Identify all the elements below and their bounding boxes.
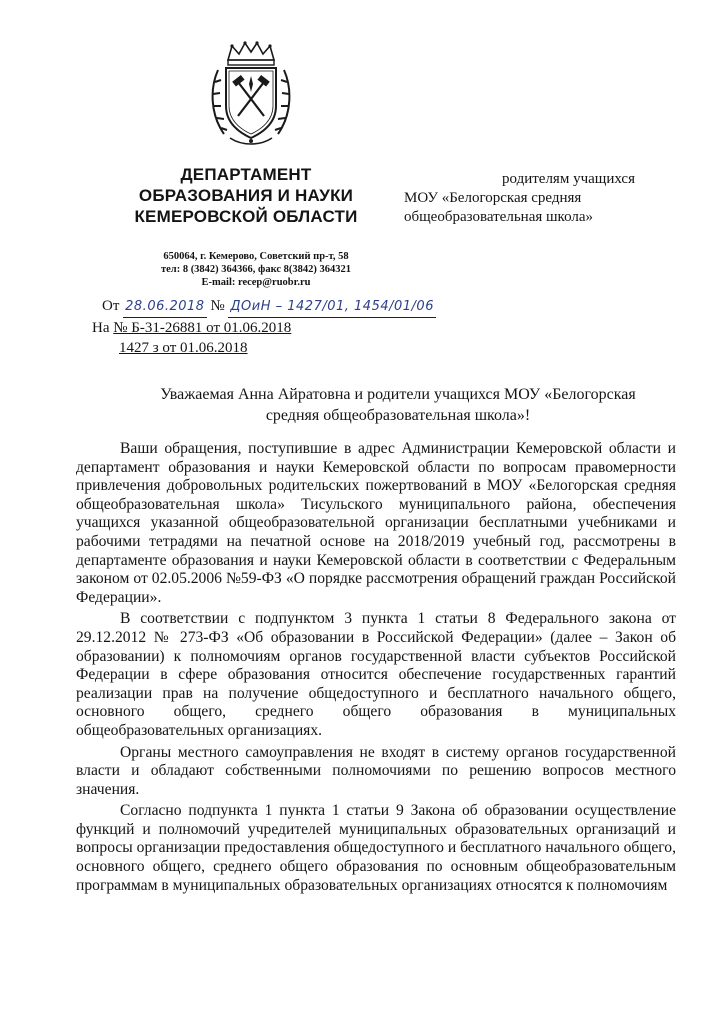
department-title-line2: ОБРАЗОВАНИЯ И НАУКИ <box>138 186 354 205</box>
department-title <box>96 164 396 227</box>
greeting: Уважаемая Анна Айратовна и родители учащихся МОУ «Белогорская средняя общеобразовательная школа»! <box>160 386 636 424</box>
registration-block <box>92 296 472 358</box>
handwritten-number: ДОиН – 1427/01, 1454/01/06 <box>228 297 436 318</box>
contacts-email: E-mail: recep@ruobr.ru <box>201 277 311 288</box>
registration-to-row <box>92 318 472 338</box>
contacts-phone-fax: тел: 8 (3842) 364366, факс 8(3842) 364321 <box>160 264 352 275</box>
department-title-line3: КЕМЕРОВСКОЙ ОБЛАСТИ <box>134 207 358 226</box>
contacts-address: 650064, г. Кемерово, Советский пр-т, 58 <box>163 251 349 262</box>
to-label: На <box>92 320 110 336</box>
body-paragraph-2: В соответствии с подпунктом 3 пункта 1 статьи 8 Федерального закона от 29.12.2012 № 273-ФЗ «Об образовании в Российской Федерации» (далее – Закон об образовании) к полномочиям органов государственной власти субъектов Российской Федерации в сфере образования относится обеспечение государственных гарантий реализации прав на получение общедоступного и бесплатного начального общего, основного общего, среднего общего образования в муниципальных общеобразовательных организациях. <box>76 610 676 739</box>
addressee-line3: общеобразовательная школа» <box>404 209 594 225</box>
department-title-line1: ДЕПАРТАМЕНТ <box>180 165 312 184</box>
body-paragraph-1: Ваши обращения, поступившие в адрес Администрации Кемеровской области и департамент образования и науки Кемеровской области по вопросам правомерности привлечения добровольных родительских пожертвований в МОУ «Белогорская средняя общеобразовательная школа» Тисульского муниципального района, обеспечения учащихся указанной общеобразовательной организации бесплатными учебниками и рабочими тетрадями на печатной основе на 2018/2019 учебный год, рассмотрены в департаменте образования и науки Кемеровской области в соответствии с Федеральным законом от 02.05.2006 №59-ФЗ «О порядке рассмотрения обращений граждан Российской Федерации». <box>76 440 676 606</box>
kemerovo-coat-of-arms-icon <box>208 40 294 148</box>
registration-from-row <box>92 296 472 318</box>
addressee-block <box>404 170 704 227</box>
body-paragraph-4: Согласно подпункта 1 пункта 1 статьи 9 Закона об образовании осуществление функций и полномочий учредителей муниципальных образовательных организаций и вопросы организации предоставления общедоступного и бесплатного начального общего, основного общего, среднего общего образования по основным общеобразовательным программам в муниципальных образовательных организациях относятся к полномочиям <box>76 802 676 894</box>
addressee-line2: МОУ «Белогорская средняя <box>404 190 582 206</box>
body-paragraph-3: Органы местного самоуправления не входят в систему органов государственной власти и обладают собственными полномочиями по решению вопросов местного значения. <box>76 743 676 798</box>
reference-number-2: 1427 з от 01.06.2018 <box>119 340 248 356</box>
number-label: № <box>210 298 225 314</box>
registration-ref-row <box>92 338 472 358</box>
contacts-block <box>116 250 396 289</box>
letter-body <box>76 440 676 898</box>
reference-number: № Б-31-26881 от 01.06.2018 <box>113 320 292 336</box>
addressee-line1: родителям учащихся <box>502 171 635 187</box>
from-label: От <box>102 298 120 314</box>
handwritten-date: 28.06.2018 <box>123 297 206 318</box>
